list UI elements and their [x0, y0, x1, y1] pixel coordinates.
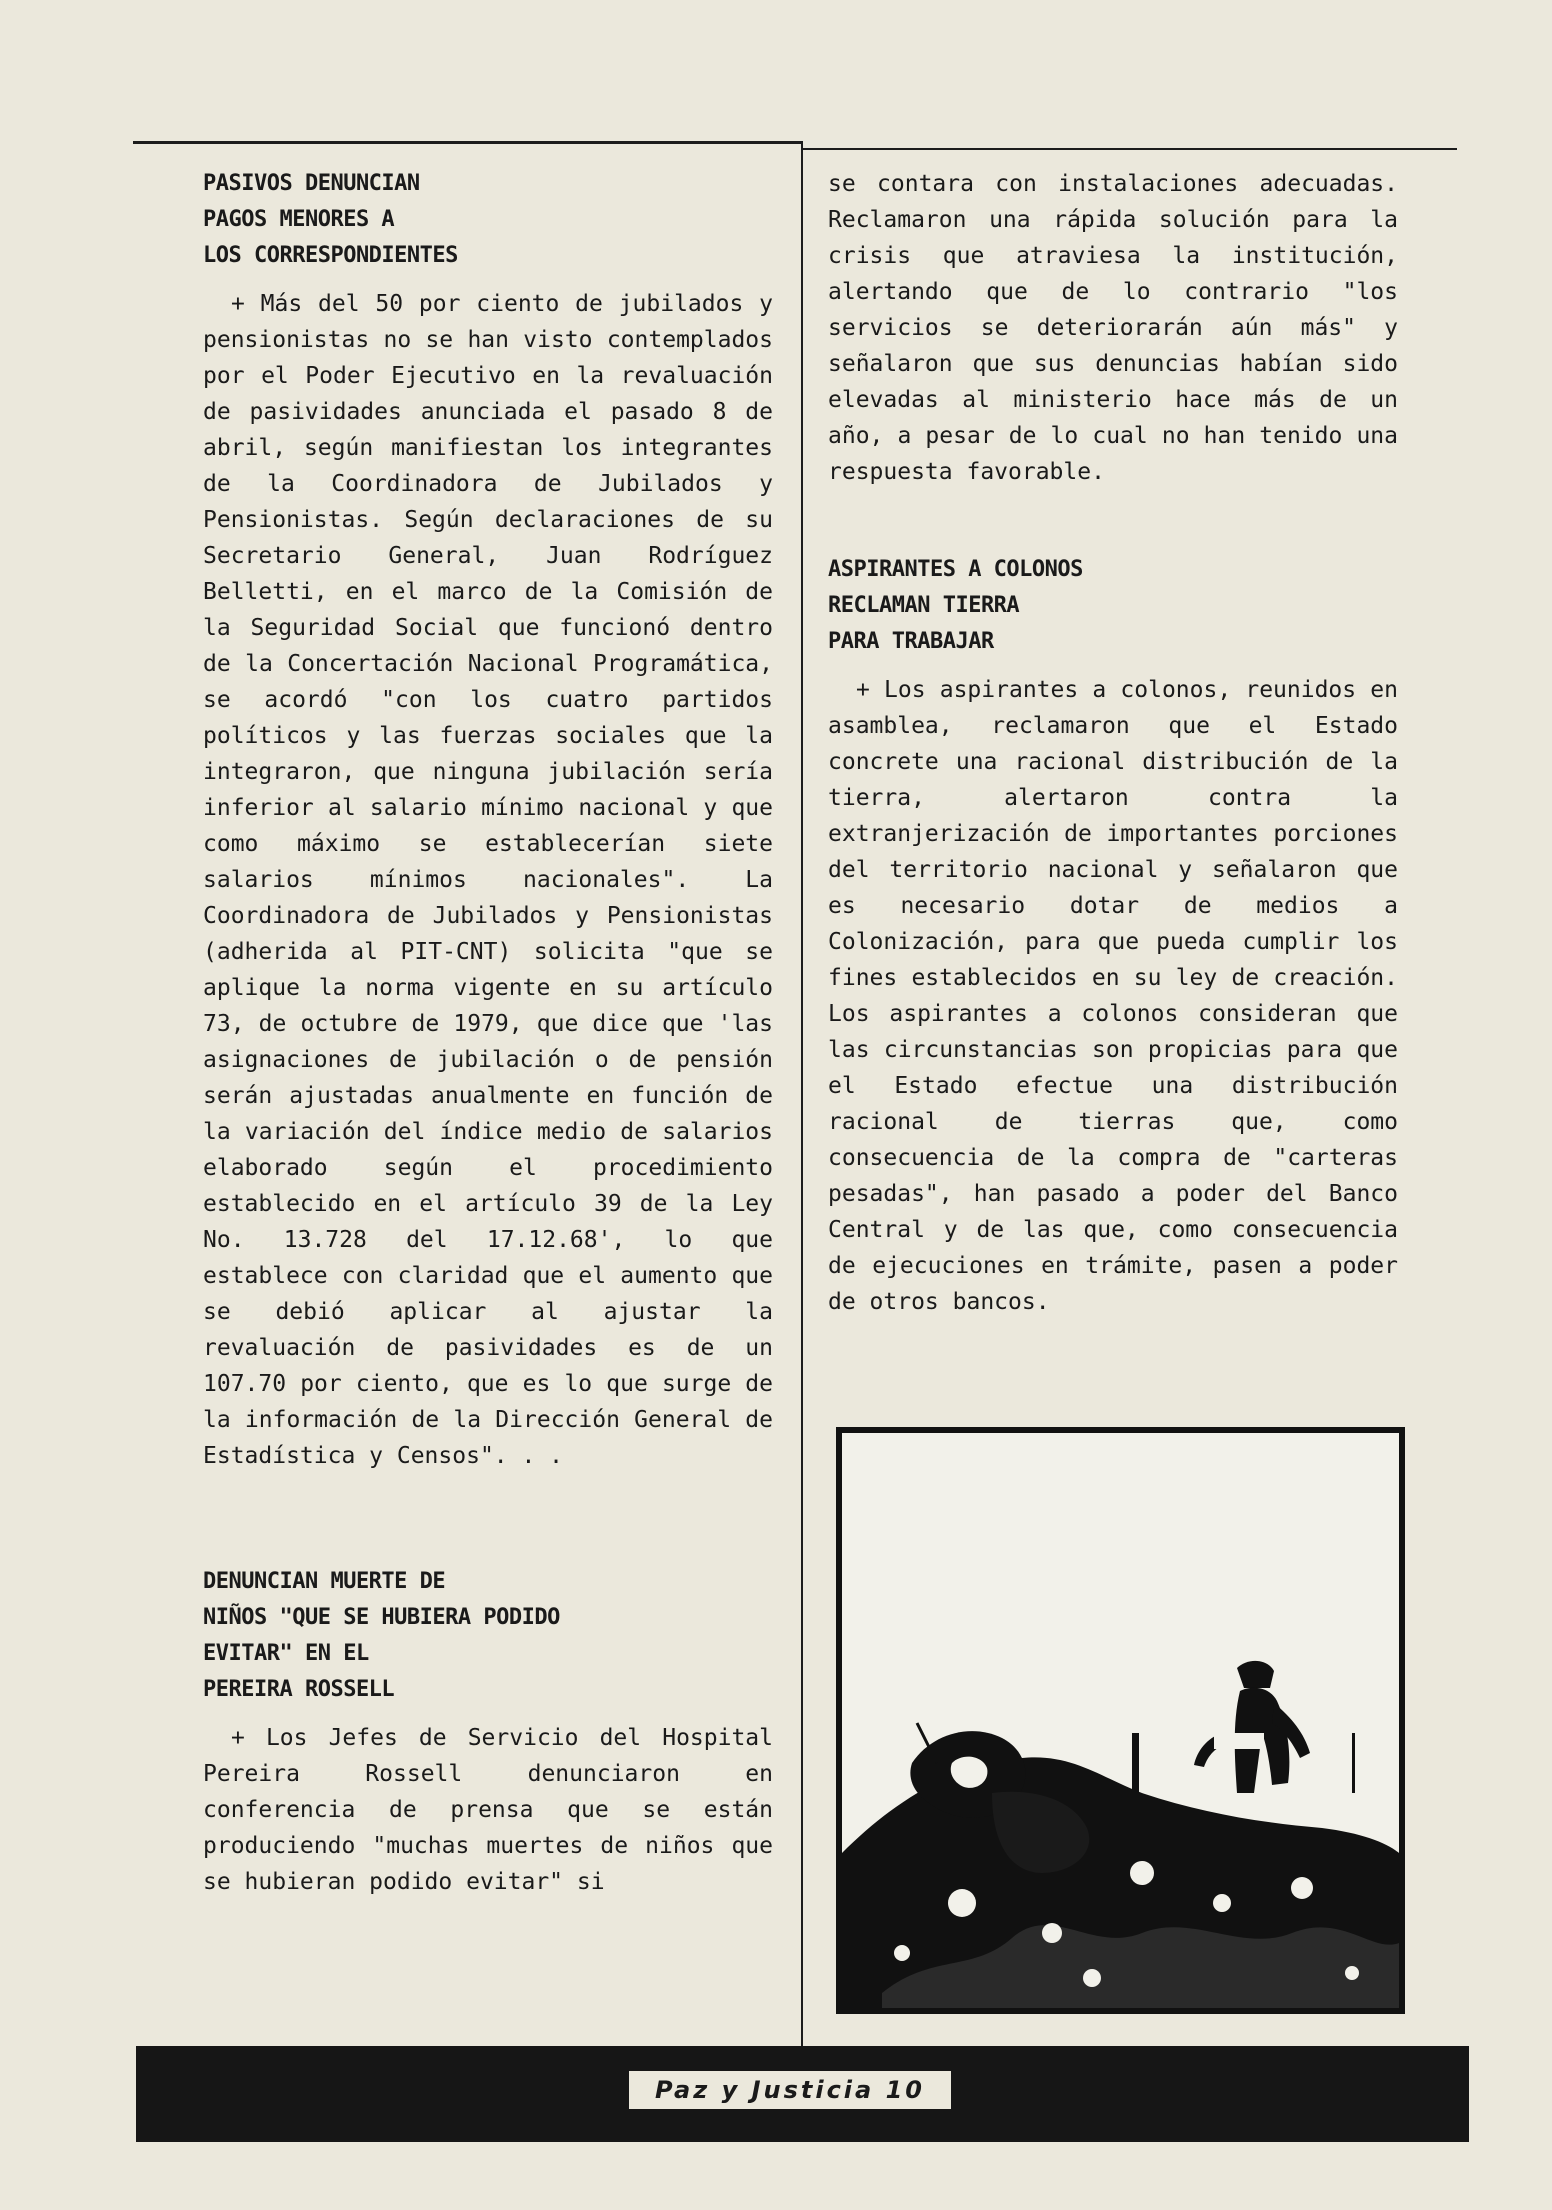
article-gap: [828, 490, 1398, 552]
headline-line: DENUNCIAN MUERTE DE: [203, 1569, 446, 1594]
headline-line: EVITAR" EN EL: [203, 1641, 369, 1666]
headline-line: PAGOS MENORES A: [203, 207, 395, 232]
headline-line: RECLAMAN TIERRA: [828, 593, 1020, 618]
column-divider: [801, 141, 803, 2046]
top-rule-left: [133, 141, 801, 144]
headline-line: NIÑOS "QUE SE HUBIERA PODIDO: [203, 1605, 560, 1630]
page-footer-label: Paz y Justicia 10: [629, 2071, 951, 2109]
headline-line: PARA TRABAJAR: [828, 629, 994, 654]
headline-line: LOS CORRESPONDIENTES: [203, 243, 458, 268]
left-column: [203, 166, 773, 1900]
article-pereira-body: + Los Jefes de Servicio del Hospital Pereira Rossell denunciaron en conferencia de prensa que se están produciendo "muchas muertes de niños que se hubieran podido evitar" si: [203, 1725, 773, 1895]
headline-line: ASPIRANTES A COLONOS: [828, 557, 1083, 582]
article-pasivos-body: + Más del 50 por ciento de jubilados y pensionistas no se han visto contemplados por el Poder Ejecutivo en la revaluación de pasividades anunciada el pasado 8 de abril, según manifiestan los integrantes de la Coordinadora de Jubilados y Pensionistas. Según declaraciones de su Secretario General, Juan Rodríguez Belletti, en el marco de la Comisión de la Seguridad Social que funcionó dentro de la Concertación Nacional Programática, se acordó "con los cuatro partidos políticos y las fuerzas sociales que la integraron, que ninguna jubilación sería inferior al salario mínimo nacional y que como máximo se establecerían siete salarios mínimos nacionales". La Coordinadora de Jubilados y Pensionistas (adherida al PIT-CNT) solicita "que se aplique la norma vigente en su artículo 73, de octubre de 1979, que dice que 'las asignaciones de jubilación o de pensión serán ajustadas anualmente en función de la variación del índice medio de salarios elaborado según el procedimiento establecido en el artículo 39 de la Ley No. 13.728 del 17.12.68', lo que establece con claridad que el aumento que se debió aplicar al ajustar la revaluación de pasividades es de un 107.70 por ciento, que es lo que surge de la información de la Dirección General de Estadística y Censos". . .: [203, 291, 773, 1469]
article-pereira-headline: [203, 1564, 773, 1708]
headline-line: PASIVOS DENUNCIAN: [203, 171, 420, 196]
article-colonos-body: + Los aspirantes a colonos, reunidos en asamblea, reclamaron que el Estado concrete una racional distribución de la tierra, alertaron contra la extranjerización de importantes porciones del territorio nacional y señalaron que es necesario dotar de medios a Colonización, para que pueda cumplir los fines establecidos en su ley de creación. Los aspirantes a colonos consideran que las circunstancias son propicias para que el Estado efectue una distribución racional de tierras que, como consecuencia de la compra de "carteras pesadas", han pasado a poder del Banco Central y de las que, como consecuencia de ejecuciones en trámite, pasen a poder de otros bancos.: [828, 677, 1398, 1315]
top-rule-right: [801, 148, 1457, 150]
article-pasivos-headline: [203, 166, 773, 274]
headline-line: PEREIRA ROSSELL: [203, 1677, 395, 1702]
article-colonos-headline: [828, 552, 1398, 660]
farmworkers-photo-icon: [842, 1433, 1399, 2008]
article-gap: [203, 1474, 773, 1564]
article-pereira-continued: se contara con instalaciones adecuadas. Reclamaron una rápida solución para la crisis que atraviesa la institución, alertando que de lo contrario "los servicios se deteriorarán aún más" y señalaron que sus denuncias habían sido elevadas al ministerio hace más de un año, a pesar de lo cual no han tenido una respuesta favorable.: [828, 171, 1398, 485]
right-column: [828, 166, 1398, 1320]
farmworkers-photo: [836, 1427, 1405, 2014]
